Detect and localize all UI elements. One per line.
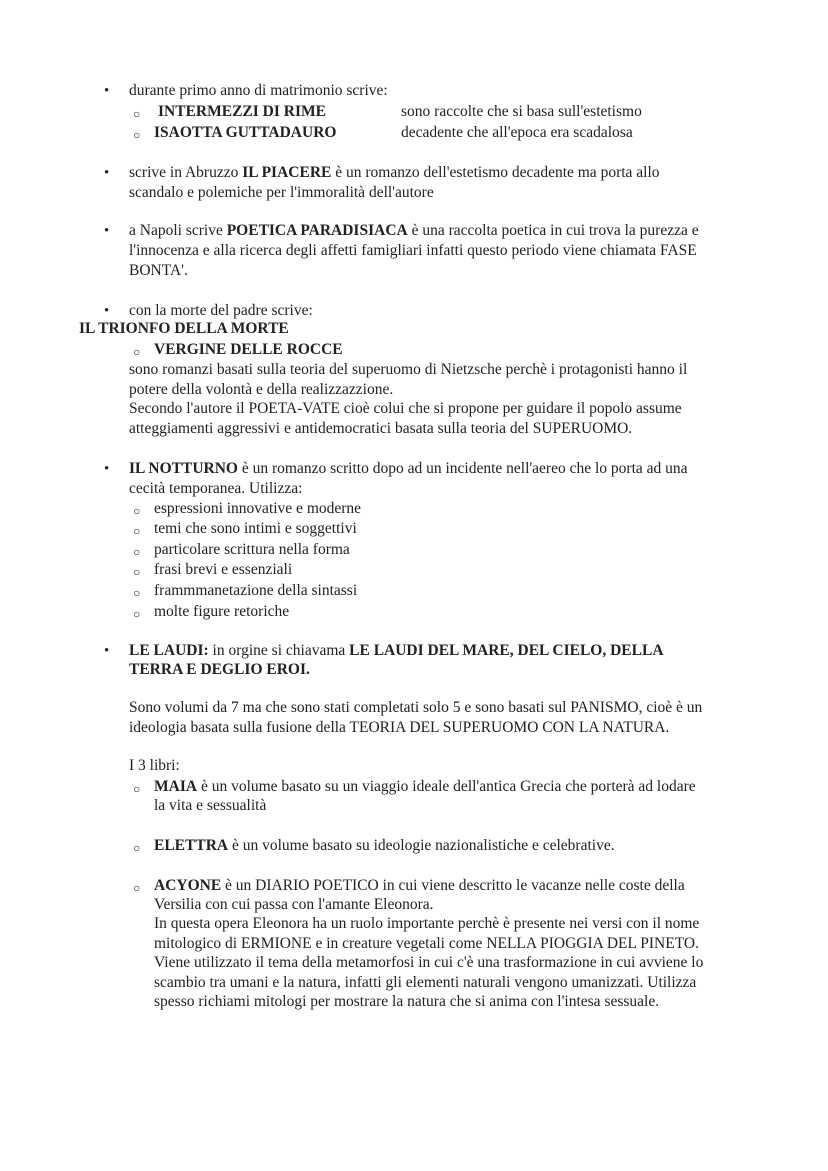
work-intermezzi-desc: sono raccolte che si basa sull'estetismo [401, 103, 642, 120]
bullet-icon: • [104, 223, 110, 239]
acyone-line: Versilia con cui passa con l'amante Eleonora. [154, 896, 434, 913]
trionfo-title: IL TRIONFO DELLA MORTE [79, 320, 289, 337]
piacere-line-2: scandalo e polemiche per l'immoralità dell'autore [129, 184, 434, 201]
acyone-line: mitologico di ERMIONE e in creature vegetali come NELLA PIOGGIA DEL PINETO. [154, 935, 699, 952]
morte-intro: con la morte del padre scrive: [129, 302, 313, 319]
circle-bullet-icon: ○ [133, 504, 141, 518]
piacere-line-1: scrive in Abruzzo IL PIACERE è un romanzo dell'estetismo decadente ma porta allo [129, 164, 660, 181]
elettra-line: ELETTRA è un volume basato su ideologie nazionalistiche e celebrative. [154, 837, 615, 854]
acyone-line: Viene utilizzato il tema della metamorfosi in cui c'è una trasformazione in cui avviene lo [154, 954, 704, 971]
laudi-para-1: Sono volumi da 7 ma che sono stati completati solo 5 e sono basati sul PANISMO, cioè è un [129, 699, 703, 716]
circle-bullet-icon: ○ [133, 107, 141, 121]
laudi-line-2: TERRA E DEGLIO EROI. [129, 661, 310, 678]
bullet-icon: • [104, 461, 110, 477]
notturno-item: temi che sono intimi e soggettivi [154, 520, 357, 537]
circle-bullet-icon: ○ [133, 586, 141, 600]
notturno-line-2: cecità temporanea. Utilizza: [129, 480, 303, 497]
bullet-icon: • [104, 303, 110, 319]
circle-bullet-icon: ○ [133, 881, 141, 895]
morte-line-2: potere della volontà e della realizzazzione. [129, 381, 394, 398]
poetica-line-1: a Napoli scrive POETICA PARADISIACA è una raccolta poetica in cui trova la purezza e [129, 222, 699, 239]
bullet-icon: • [104, 83, 110, 99]
work-isaotta-desc: decadente che all'epoca era scadalosa [401, 124, 633, 141]
laudi-para-2: ideologia basata sulla fusione della TEORIA DEL SUPERUOMO CON LA NATURA. [129, 719, 670, 736]
morte-line-3: Secondo l'autore il POETA-VATE cioè colui che si propone per guidare il popolo assume [129, 400, 682, 417]
maia-line-2: la vita e sessualità [154, 797, 267, 814]
morte-line-1: sono romanzi basati sulla teoria del superuomo di Nietzsche perchè i protagonisti hanno il [129, 361, 688, 378]
acyone-line: scambio tra umani e la natura, infatti gli elementi naturali vengono umanizzati. Utilizza [154, 974, 697, 991]
acyone-line-1: ACYONE è un DIARIO POETICO in cui viene descritto le vacanze nelle coste della [154, 877, 685, 894]
laudi-line-1: LE LAUDI: in orgine si chiavama LE LAUDI DEL MARE, DEL CIELO, DELLA [129, 642, 664, 659]
circle-bullet-icon: ○ [133, 607, 141, 621]
work-isaotta: ISAOTTA GUTTADAURO [154, 124, 337, 141]
circle-bullet-icon: ○ [133, 565, 141, 579]
circle-bullet-icon: ○ [133, 545, 141, 559]
notturno-item: frasi brevi e essenziali [154, 561, 293, 578]
circle-bullet-icon: ○ [133, 524, 141, 538]
circle-bullet-icon: ○ [133, 841, 141, 855]
circle-bullet-icon: ○ [133, 345, 141, 359]
poetica-line-2: l'innocenza e alla ricerca degli affetti famigliari infatti questo periodo viene chiamata FASE [129, 242, 697, 259]
bullet-icon: • [104, 643, 110, 659]
matrimonio-intro: durante primo anno di matrimonio scrive: [129, 82, 388, 99]
acyone-line: In questa opera Eleonora ha un ruolo importante perchè è presente nei versi con il nome [154, 915, 700, 932]
work-intermezzi: INTERMEZZI DI RIME [158, 103, 326, 120]
maia-line-1: MAIA è un volume basato su un viaggio ideale dell'antica Grecia che porterà ad lodare [154, 778, 696, 795]
morte-line-4: atteggiamenti aggressivi e antidemocratici basata sulla teoria del SUPERUOMO. [129, 420, 633, 437]
notturno-item: frammmanetazione della sintassi [154, 582, 358, 599]
laudi-libri: I 3 libri: [129, 757, 180, 774]
notturno-item: molte figure retoriche [154, 603, 290, 620]
acyone-line: spesso richiami mitologi per mostrare la natura che si anima con l'intesa sessuale. [154, 993, 660, 1010]
circle-bullet-icon: ○ [133, 128, 141, 142]
notturno-line-1: IL NOTTURNO è un romanzo scritto dopo ad un incidente nell'aereo che lo porta ad una [129, 460, 688, 477]
vergine-title: VERGINE DELLE ROCCE [154, 341, 343, 358]
notturno-item: particolare scrittura nella forma [154, 541, 350, 558]
poetica-line-3: BONTA'. [129, 262, 188, 279]
circle-bullet-icon: ○ [133, 782, 141, 796]
bullet-icon: • [104, 165, 110, 181]
notturno-item: espressioni innovative e moderne [154, 500, 362, 517]
